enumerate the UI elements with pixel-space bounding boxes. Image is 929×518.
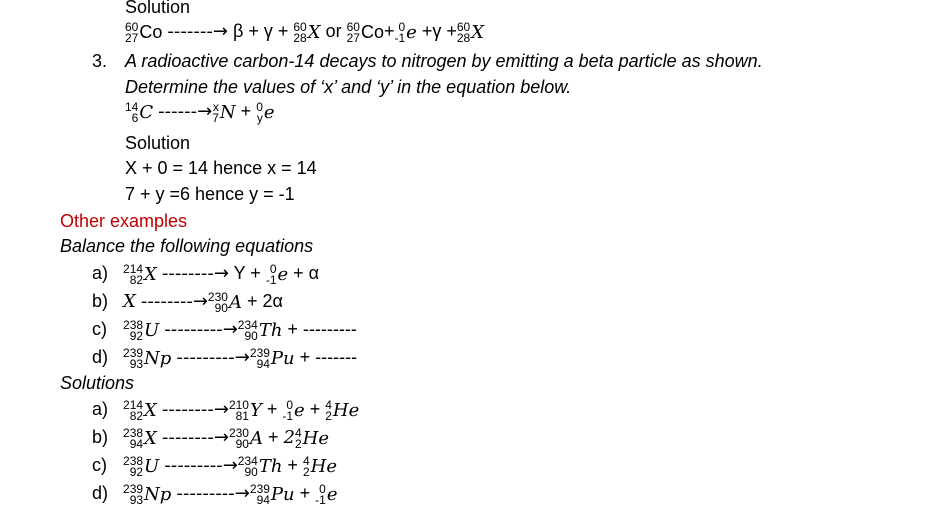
item-label: a) [92, 263, 109, 283]
solutions-heading: Solutions [60, 373, 135, 393]
exercise-d: d) 239 93 Np ---------→ 239 94 Pu + ------- [92, 345, 358, 371]
nuclide-co60: 60 27 Co [125, 19, 163, 45]
nuclide-beta: 0 -1 e [394, 19, 417, 45]
balance-heading: Balance the following equations [60, 236, 314, 256]
item-label: c) [92, 455, 107, 475]
solution-b: b) 238 94 X --------→ 230 90 A + 2 4 2 He [92, 425, 329, 451]
nuclide-e: 0 y e [256, 99, 275, 125]
reaction-arrow: --------→ [161, 399, 229, 420]
carbon-decay-equation [125, 100, 275, 124]
nuclide-co60-alt: 60 27 Co [346, 19, 384, 45]
plus: + [383, 21, 395, 41]
item-label: a) [92, 399, 109, 419]
reaction-arrow: --------→ [140, 291, 208, 312]
reaction-arrow: ---------→ [164, 455, 238, 476]
item-label: b) [92, 291, 109, 311]
item-label: c) [92, 319, 107, 339]
reaction-arrow: ---------→ [164, 319, 238, 340]
gamma-text: +γ + [421, 21, 457, 41]
nuclide-x60-alt: 60 28 X [456, 19, 485, 45]
or-text: or [325, 21, 342, 41]
reaction-arrow: --------→ [161, 427, 229, 448]
exercise-c: c) 238 92 U ---------→ 234 90 Th + --------- [92, 317, 357, 343]
question-line1: A radioactive carbon-14 decays to nitrogen by emitting a beta particle as shown. [125, 51, 763, 71]
reaction-arrow: ---------→ [176, 347, 250, 368]
question-line2: Determine the values of ‘x’ and ‘y’ in the equation below. [125, 77, 572, 97]
nuclide-c14: 14 6 C [125, 99, 154, 125]
cobalt-decay-equation [125, 20, 484, 44]
reaction-arrow: ------→ [158, 101, 213, 122]
plus: + [240, 101, 252, 121]
item-label: d) [92, 483, 109, 503]
reaction-arrow: --------→ [161, 263, 229, 284]
solution-label: Solution [125, 133, 191, 153]
solution-c: c) 238 92 U ---------→ 234 90 Th + 4 2 He [92, 453, 337, 479]
reaction-arrow: ---------→ [176, 483, 250, 504]
exercise-b: b) X --------→ 230 90 A + 2α [92, 289, 283, 315]
other-examples-heading: Other examples [60, 211, 188, 231]
nuclide-n: x 7 N [212, 99, 236, 125]
item-label: d) [92, 347, 109, 367]
solution-a: a) 214 82 X --------→ 210 81 Y + 0 -1 e + 4 2 He [92, 397, 360, 423]
solution-d: d) 239 93 Np ---------→ 239 94 Pu + 0 -1 e [92, 481, 338, 507]
beta-gamma-text: β + γ + [232, 21, 289, 41]
solution-step1: X + 0 = 14 hence x = 14 [125, 158, 317, 178]
reaction-arrow: -------→ [167, 21, 228, 42]
exercise-a: a) 214 82 X --------→ Y + 0 -1 e + α [92, 261, 320, 287]
item-label: b) [92, 427, 109, 447]
solution-step2: 7 + y =6 hence y = -1 [125, 184, 295, 204]
nuclide-x60: 60 28 X [293, 19, 321, 45]
solution-label-top: Solution [125, 0, 191, 17]
question-number: 3. [92, 51, 108, 71]
